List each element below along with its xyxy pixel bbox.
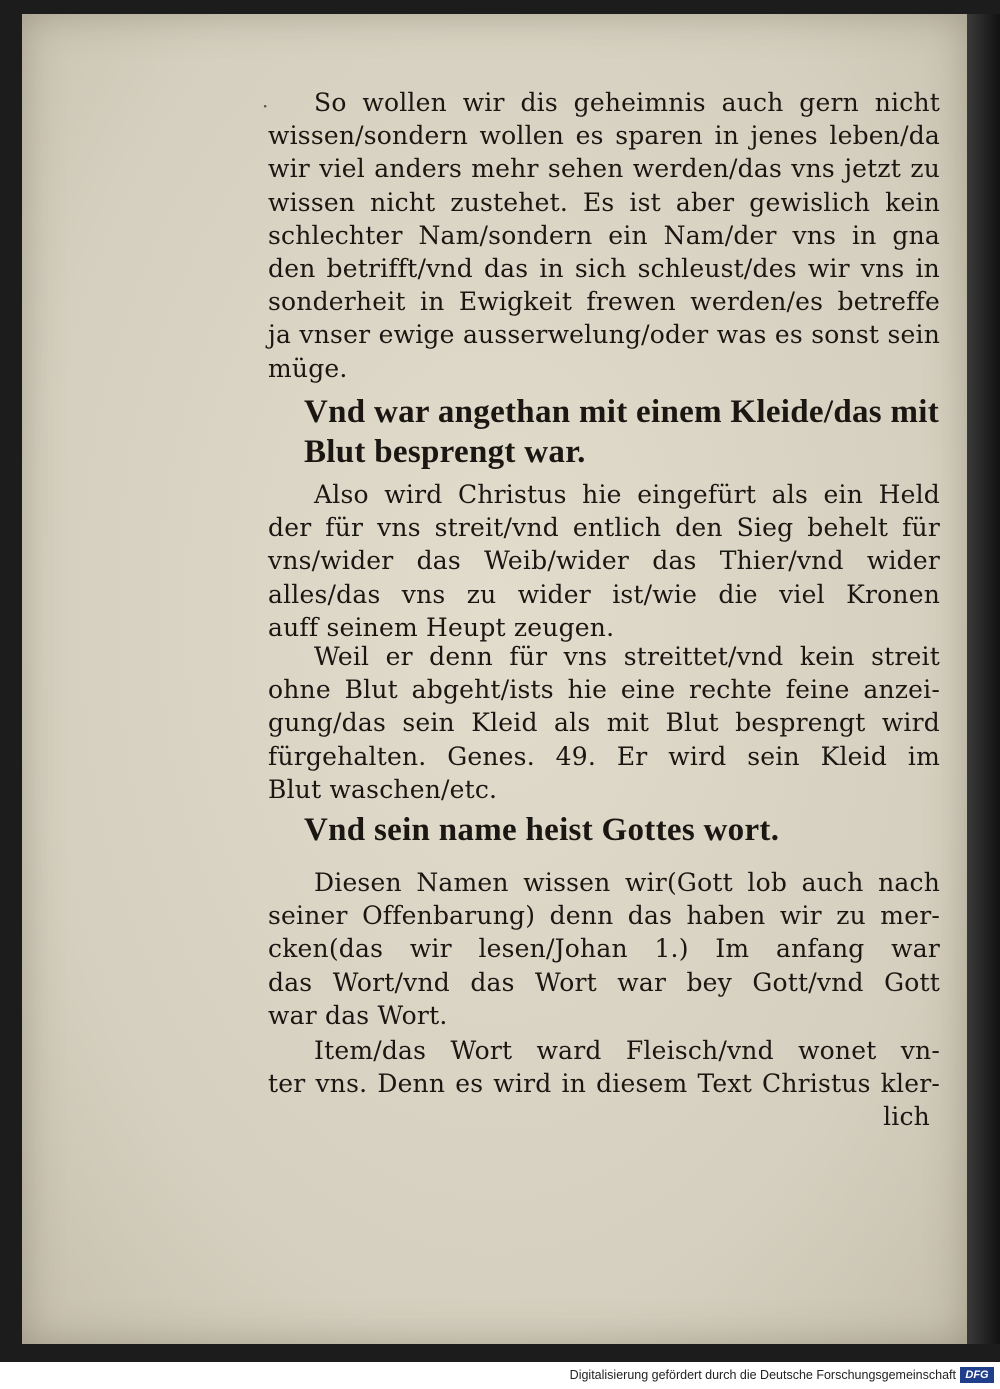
heading-line: Vnd sein name heist Gottes wort. bbox=[304, 812, 780, 848]
text-line: war das Wort. bbox=[268, 1000, 448, 1030]
text-line: Blut waschen/etc. bbox=[268, 774, 498, 804]
paragraph-held bbox=[268, 478, 940, 644]
text-line: der für vns streit/vnd entlich den Sieg behelt für bbox=[268, 513, 940, 543]
verse-heading-1 bbox=[268, 392, 940, 472]
text-line: wissen/sondern wollen es sparen in jenes leben/da bbox=[268, 121, 940, 151]
text-line: auff seinem Heupt zeugen. bbox=[268, 612, 615, 642]
text-line: Weil er denn für vns streittet/vnd kein streit bbox=[314, 642, 940, 671]
text-line: wissen nicht zustehet. Es ist aber gewislich kein bbox=[268, 187, 940, 217]
catchword: lich bbox=[883, 1102, 930, 1132]
footer-credit: Digitalisierung gefördert durch die Deutsche Forschungsgemeinschaft bbox=[569, 1368, 956, 1382]
text-line: Item/das Wort ward Fleisch/vnd wonet vn- bbox=[314, 1036, 940, 1065]
page-edge-shadow bbox=[967, 14, 1000, 1344]
heading-line: Vnd war angethan mit einem Kleide/das mit bbox=[304, 394, 940, 430]
text-line: sonderheit in Ewigkeit frewen werden/es betreffe bbox=[268, 287, 940, 317]
text-line: ohne Blut abgeht/ists hie eine rechte feine anzei- bbox=[268, 675, 940, 705]
text-line: wir viel anders mehr sehen werden/das vns jetzt zu bbox=[268, 154, 940, 184]
text-line: gung/das sein Kleid als mit Blut besprengt wird bbox=[268, 708, 940, 738]
text-line: fürgehalten. Genes. 49. Er wird sein Kleid im bbox=[268, 741, 940, 771]
dfg-logo: DFG bbox=[960, 1367, 994, 1383]
text-line: müge. bbox=[268, 353, 348, 383]
text-line: ter vns. Denn es wird in diesem Text Christus kler- bbox=[268, 1069, 940, 1099]
text-line: ja vnser ewige ausserwelung/oder was es sonst sein bbox=[268, 320, 940, 350]
verse-heading-2 bbox=[268, 810, 828, 850]
text-line: das Wort/vnd das Wort war bey Gott/vnd Gott bbox=[268, 967, 940, 997]
paragraph-blut bbox=[268, 640, 940, 806]
text-line: alles/das vns zu wider ist/wie die viel Kronen bbox=[268, 579, 940, 609]
text-line: Also wird Christus hie eingefürt als ein Held bbox=[314, 480, 940, 509]
text-line: Diesen Namen wissen wir(Gott lob auch nach bbox=[314, 868, 940, 897]
heading-line: Blut besprengt war. bbox=[304, 434, 586, 470]
text-line: cken(das wir lesen/Johan 1.) Im anfang war bbox=[268, 934, 940, 964]
paragraph-item bbox=[268, 1034, 940, 1134]
text-line: den betrifft/vnd das in sich schleust/des wir vns in bbox=[268, 253, 940, 283]
paragraph-name bbox=[268, 866, 940, 1032]
text-line: vns/wider das Weib/wider das Thier/vnd wider bbox=[268, 546, 940, 576]
text-line: So wollen wir dis geheimnis auch gern nicht bbox=[314, 88, 940, 117]
paragraph-opening bbox=[268, 86, 940, 385]
ink-blot: · bbox=[262, 94, 269, 118]
footer-bar bbox=[0, 1362, 1000, 1389]
text-line: schlechter Nam/sondern ein Nam/der vns in gna bbox=[268, 220, 940, 250]
text-line: seiner Offenbarung) denn das haben wir zu mer- bbox=[268, 901, 940, 931]
